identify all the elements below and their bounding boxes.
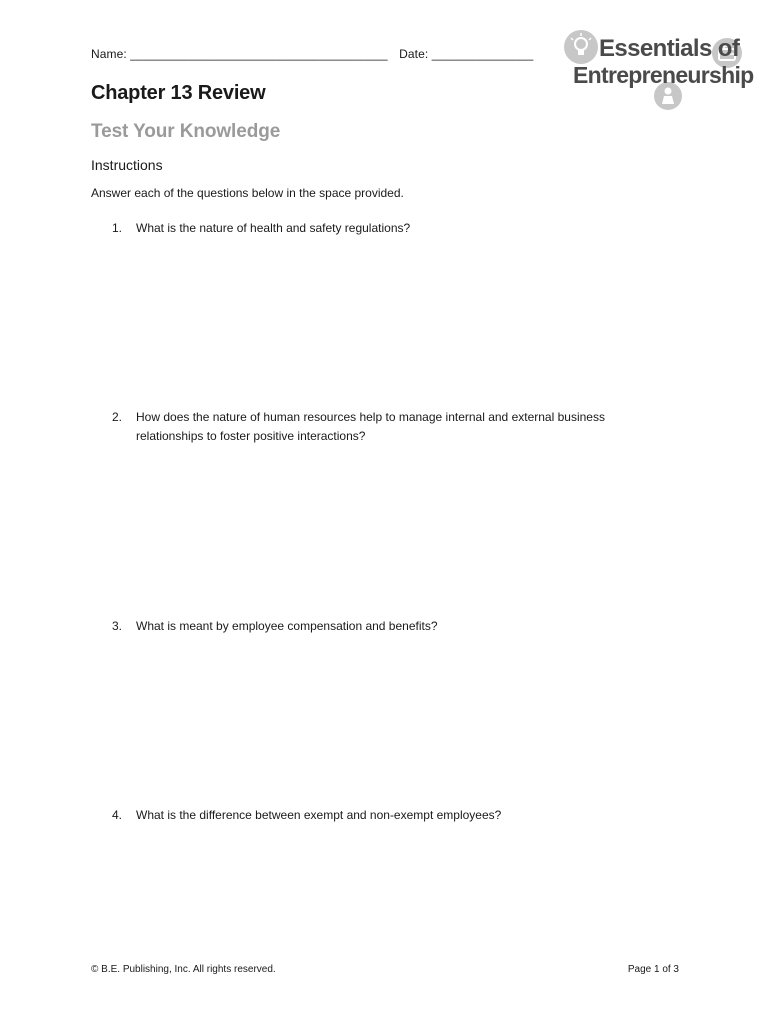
name-field[interactable]: ______________________________________: [130, 47, 388, 61]
date-field[interactable]: _______________: [431, 47, 534, 61]
name-date-line: [91, 47, 533, 61]
question-number: 2.: [112, 410, 123, 424]
instructions-text: Answer each of the questions below in the space provided.: [91, 186, 404, 200]
question-4: [112, 806, 652, 825]
question-2: [112, 408, 652, 446]
logo-text-line2: Entrepreneurship: [573, 62, 754, 88]
question-3: [112, 617, 652, 636]
logo-text-line1: Essentials of: [599, 35, 740, 62]
name-label: Name:: [91, 47, 127, 61]
page-title: Chapter 13 Review: [91, 82, 266, 104]
date-label: Date:: [399, 47, 429, 61]
question-text: What is the difference between exempt and non-exempt employees?: [136, 808, 502, 822]
brand-logo: [562, 28, 754, 112]
question-number: 3.: [112, 619, 123, 633]
question-text: What is the nature of health and safety regulations?: [136, 221, 411, 235]
page-number: Page 1 of 3: [627, 964, 679, 975]
question-number: 4.: [112, 808, 123, 822]
question-text: How does the nature of human resources help to manage internal and external business relationships to foster positive interactions?: [136, 410, 605, 443]
lightbulb-icon: [564, 30, 598, 64]
question-number: 1.: [112, 221, 123, 235]
question-text: What is meant by employee compensation and benefits?: [136, 619, 438, 633]
copyright-footer: © B.E. Publishing, Inc. All rights reserved.: [91, 964, 276, 975]
instructions-heading: Instructions: [91, 157, 163, 173]
question-1: [112, 219, 652, 238]
page-subtitle: Test Your Knowledge: [91, 121, 281, 142]
